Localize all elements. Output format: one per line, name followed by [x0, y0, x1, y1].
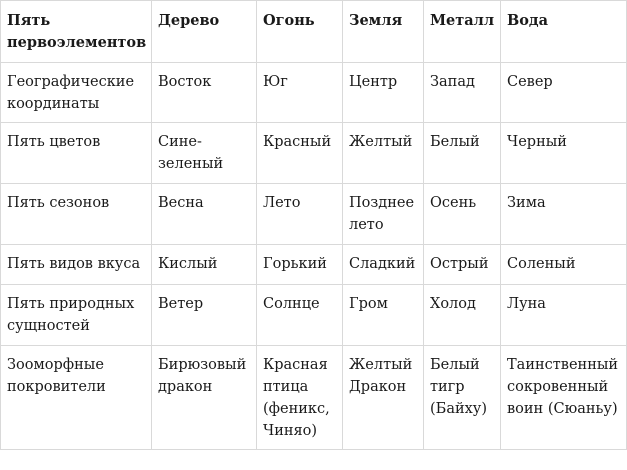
header-cell-metal: Металл [424, 1, 501, 63]
table-row [1, 63, 627, 123]
table-cell: Красный [257, 123, 343, 184]
header-cell-water: Вода [501, 1, 627, 63]
table-cell: Сине- зеленый [152, 123, 257, 184]
table-cell: Горький [257, 245, 343, 285]
table-cell: Белый [424, 123, 501, 184]
table-cell: Солнце [257, 285, 343, 346]
table-row [1, 123, 627, 184]
table-cell: Запад [424, 63, 501, 123]
table-cell: Центр [343, 63, 424, 123]
row-label-cell: Пять видов вкуса [1, 245, 152, 285]
row-label-cell: Пять сезонов [1, 184, 152, 245]
table-cell: Бирюзовый дракон [152, 346, 257, 450]
row-label-cell: Зооморфные покровители [1, 346, 152, 450]
row-label-cell: Географические координаты [1, 63, 152, 123]
table-cell: Позднее лето [343, 184, 424, 245]
header-cell-fire: Огонь [257, 1, 343, 63]
table-row [1, 346, 627, 450]
table-cell: Гром [343, 285, 424, 346]
header-cell-elements: Пять первоэлементов [1, 1, 152, 63]
table-cell: Кислый [152, 245, 257, 285]
table-cell: Ветер [152, 285, 257, 346]
table-cell: Север [501, 63, 627, 123]
table-cell: Желтый Дракон [343, 346, 424, 450]
header-cell-earth: Земля [343, 1, 424, 63]
row-label-cell: Пять природных сущностей [1, 285, 152, 346]
row-label-cell: Пять цветов [1, 123, 152, 184]
table-cell: Восток [152, 63, 257, 123]
table-cell: Юг [257, 63, 343, 123]
table-cell: Луна [501, 285, 627, 346]
table-cell: Сладкий [343, 245, 424, 285]
table-cell: Таинственный сокровенный воин (Сюаньу) [501, 346, 627, 450]
header-cell-wood: Дерево [152, 1, 257, 63]
table-cell: Черный [501, 123, 627, 184]
table-cell: Желтый [343, 123, 424, 184]
table-cell: Соленый [501, 245, 627, 285]
table-cell: Осень [424, 184, 501, 245]
table-cell: Лето [257, 184, 343, 245]
table-row [1, 184, 627, 245]
table-row [1, 245, 627, 285]
table-cell: Холод [424, 285, 501, 346]
table-cell: Острый [424, 245, 501, 285]
table-cell: Зима [501, 184, 627, 245]
table-cell: Красная птица (феникс, Чиняо) [257, 346, 343, 450]
table-cell: Белый тигр (Байху) [424, 346, 501, 450]
table-row [1, 285, 627, 346]
table-cell: Весна [152, 184, 257, 245]
table-header-row [1, 1, 627, 63]
